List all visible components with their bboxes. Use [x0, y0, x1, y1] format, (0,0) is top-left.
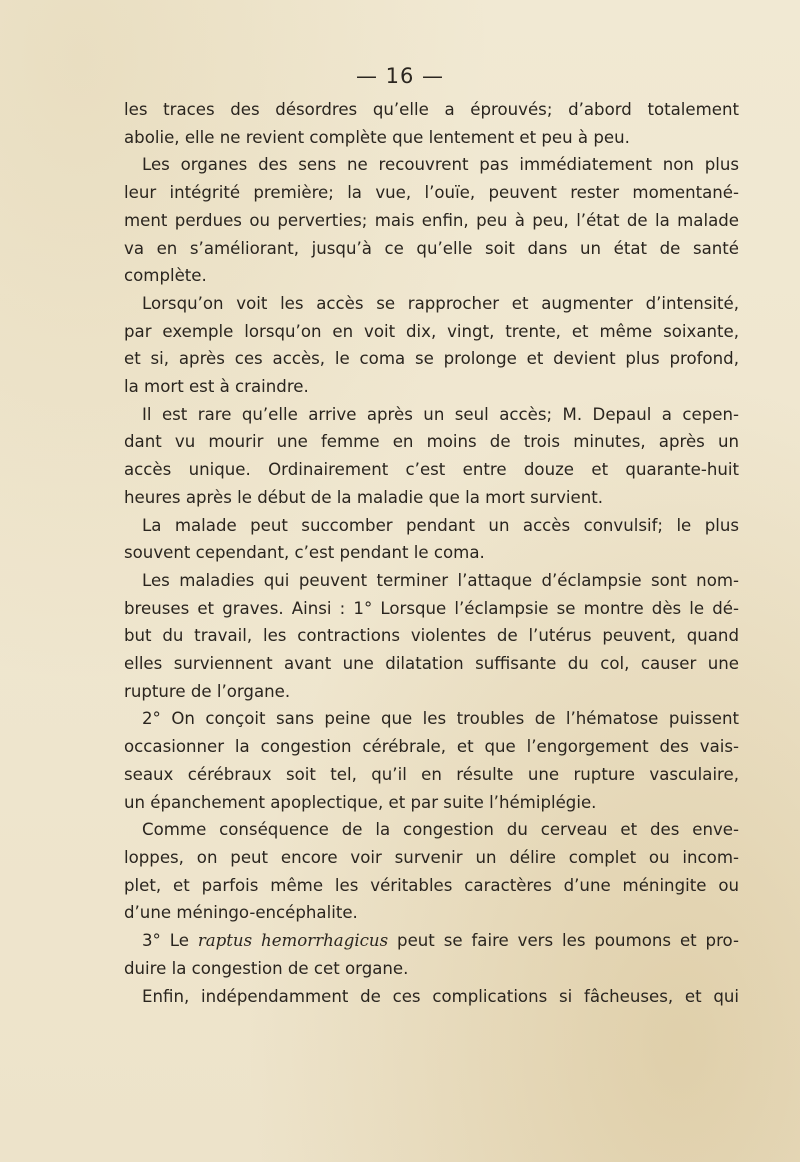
body-text — [124, 96, 739, 1010]
text-line: but du travail, les contractions violentes de l’utérus peuvent, quand — [124, 626, 739, 646]
text-line: 2° On conçoit sans peine que les troubles de l’hématose puissent — [142, 709, 739, 729]
text-line: Il est rare qu’elle arrive après un seul accès; M. Depaul a cepen- — [142, 404, 739, 424]
text-line: loppes, on peut encore voir survenir un délire complet ou incom- — [124, 847, 739, 867]
text-line: par exemple lorsqu’on en voit dix, vingt, trente, et même soixante, — [124, 321, 739, 341]
page-number: — 16 — — [355, 64, 445, 88]
italic-term: raptus hemorrhagicus — [197, 931, 389, 951]
text-line: Comme conséquence de la congestion du cerveau et des enve- — [142, 820, 739, 840]
text-line: la mort est à craindre. — [124, 377, 309, 397]
text-line: les traces des désordres qu’elle a éprouvés; d’abord totalement — [124, 100, 739, 119]
text-line: breuses et graves. Ainsi : 1° Lorsque l’éclampsie se montre dès le dé- — [124, 598, 739, 618]
text-fragment: 3° Le — [142, 931, 198, 951]
text-fragment: peut se faire vers les poumons et pro- — [388, 931, 739, 951]
text-line: accès unique. Ordinairement c’est entre douze et quarante-huit — [124, 460, 739, 480]
text-line: Les maladies qui peuvent terminer l’attaque d’éclampsie sont nom- — [142, 570, 739, 590]
text-line: plet, et parfois même les véritables caractères d’une méningite ou — [124, 875, 739, 895]
text-line: heures après le début de la maladie que la mort survient. — [124, 487, 604, 507]
text-line: Lorsqu’on voit les accès se rapprocher et augmenter d’intensité, — [142, 293, 739, 313]
text-line: d’une méningo-encéphalite. — [124, 903, 358, 923]
text-line: va en s’améliorant, jusqu’à ce qu’elle soit dans un état de santé — [124, 238, 739, 258]
text-line: souvent cependant, c’est pendant le coma. — [124, 543, 485, 563]
text-line: un épanchement apoplectique, et par suite l’hémiplégie. — [124, 792, 597, 812]
text-line: leur intégrité première; la vue, l’ouïe, peuvent rester momentané- — [124, 183, 739, 203]
text-line: rupture de l’organe. — [124, 681, 291, 701]
text-line: Enfin, indépendamment de ces complications si fâcheuses, et qui — [142, 986, 739, 1006]
text-line: et si, après ces accès, le coma se prolonge et devient plus profond, — [124, 349, 739, 369]
text-line: dant vu mourir une femme en moins de trois minutes, après un — [124, 432, 739, 452]
text-line: ment perdues ou perverties; mais enfin, peu à peu, l’état de la malade — [124, 210, 739, 230]
text-line: duire la congestion de cet organe. — [124, 958, 409, 978]
text-line: occasionner la congestion cérébrale, et que l’engorgement des vais- — [124, 737, 739, 757]
text-line: abolie, elle ne revient complète que lentement et peu à peu. — [124, 127, 630, 147]
text-line: elles surviennent avant une dilatation suffisante du col, causer une — [124, 654, 739, 674]
text-line: La malade peut succomber pendant un accès convulsif; le plus — [142, 515, 739, 535]
text-line: Les organes des sens ne recouvrent pas immédiatement non plus — [142, 155, 739, 175]
text-line: complète. — [124, 266, 207, 286]
text-line-with-italic — [124, 927, 739, 955]
text-line: seaux cérébraux soit tel, qu’il en résulte une rupture vasculaire, — [124, 764, 739, 784]
